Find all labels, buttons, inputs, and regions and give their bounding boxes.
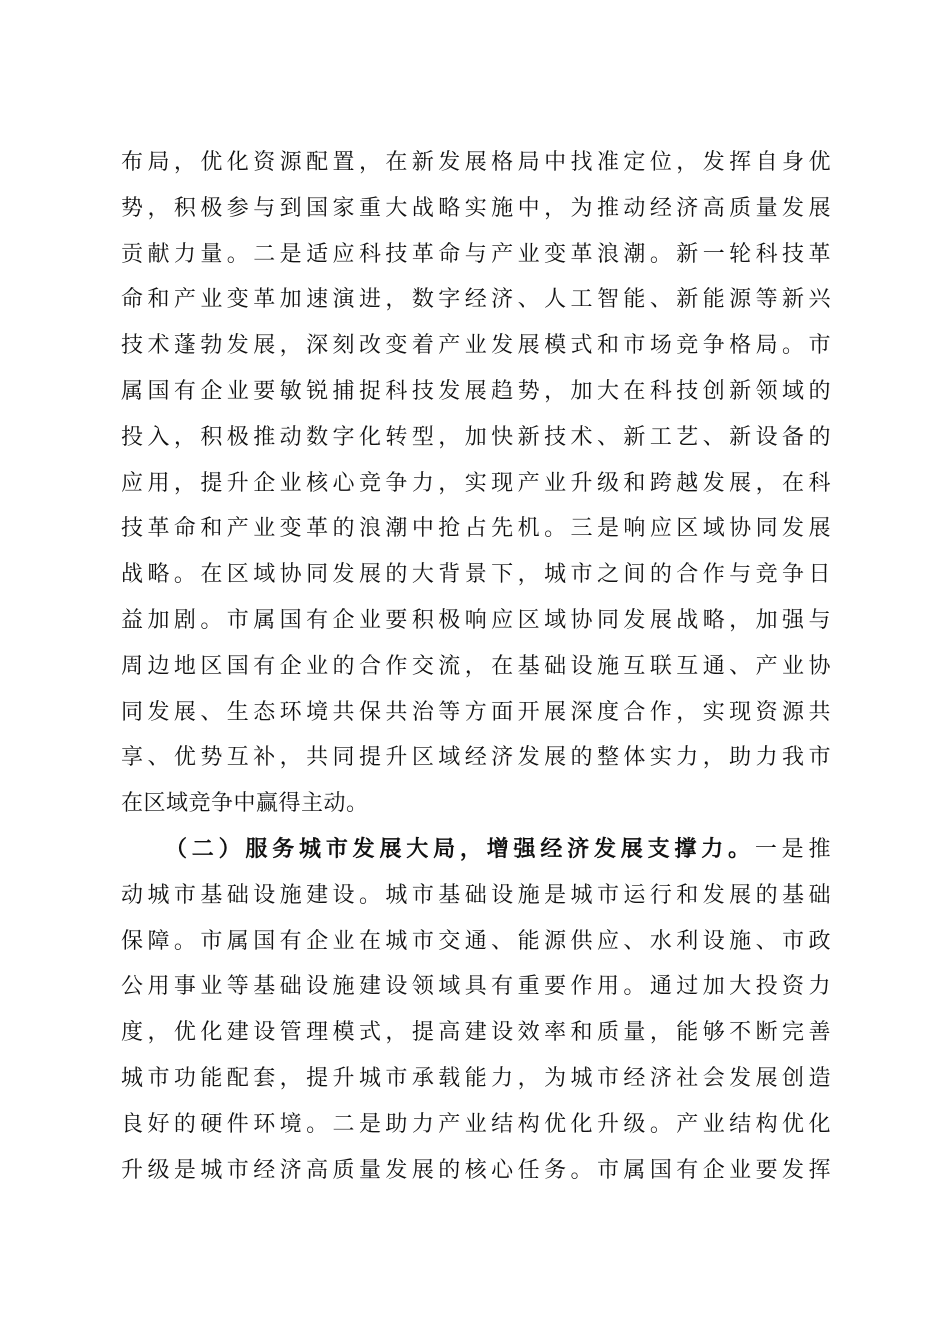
text-line: 益加剧。市属国有企业要积极响应区域协同发展战略，加强与 — [121, 607, 831, 633]
text-line: 度，优化建设管理模式，提高建设效率和质量，能够不断完善 — [121, 1020, 831, 1046]
text-line: 技术蓬勃发展，深刻改变着产业发展模式和市场竞争格局。市 — [121, 333, 831, 359]
text-line: 周边地区国有企业的合作交流，在基础设施互联互通、产业协 — [121, 653, 831, 679]
paragraph-2-first-line — [121, 827, 831, 873]
text-line: 属国有企业要敏锐捕捉科技发展趋势，加大在科技创新领域的 — [121, 378, 831, 404]
text-line: 命和产业变革加速演进，数字经济、人工智能、新能源等新兴 — [121, 287, 831, 313]
text-line: 投入，积极推动数字化转型，加快新技术、新工艺、新设备的 — [121, 424, 831, 450]
text-line: 升级是城市经济高质量发展的核心任务。市属国有企业要发挥 — [121, 1157, 831, 1183]
text-span: 一是推 — [754, 836, 831, 862]
text-line: 应用，提升企业核心竞争力，实现产业升级和跨越发展，在科 — [121, 470, 831, 496]
paragraph-2 — [121, 827, 831, 1193]
text-line: 战略。在区域协同发展的大背景下，城市之间的合作与竞争日 — [121, 562, 831, 588]
text-line: 布局，优化资源配置，在新发展格局中找准定位，发挥自身优 — [121, 150, 831, 175]
text-line: 贡献力量。二是适应科技革命与产业变革浪潮。新一轮科技革 — [121, 241, 831, 267]
text-line: 享、优势互补，共同提升区域经济发展的整体实力，助力我市 — [121, 745, 831, 771]
section-heading: （二）服务城市发展大局，增强经济发展支撑力。 — [165, 835, 755, 862]
text-line: 同发展、生态环境共保共治等方面开展深度合作，实现资源共 — [121, 699, 831, 725]
body-text — [121, 140, 831, 1193]
paragraph-1 — [121, 140, 831, 827]
text-line: 技革命和产业变革的浪潮中抢占先机。三是响应区域协同发展 — [121, 516, 831, 542]
text-line: 势，积极参与到国家重大战略实施中，为推动经济高质量发展 — [121, 195, 831, 221]
text-line: 城市功能配套，提升城市承载能力，为城市经济社会发展创造 — [121, 1065, 831, 1091]
text-line: 良好的硬件环境。二是助力产业结构优化升级。产业结构优化 — [121, 1111, 831, 1137]
text-line: 在区域竞争中赢得主动。 — [121, 791, 369, 817]
text-line: 动城市基础设施建设。城市基础设施是城市运行和发展的基础 — [121, 882, 831, 908]
text-line: 保障。市属国有企业在城市交通、能源供应、水利设施、市政 — [121, 928, 831, 954]
text-line: 公用事业等基础设施建设领域具有重要作用。通过加大投资力 — [121, 974, 831, 1000]
